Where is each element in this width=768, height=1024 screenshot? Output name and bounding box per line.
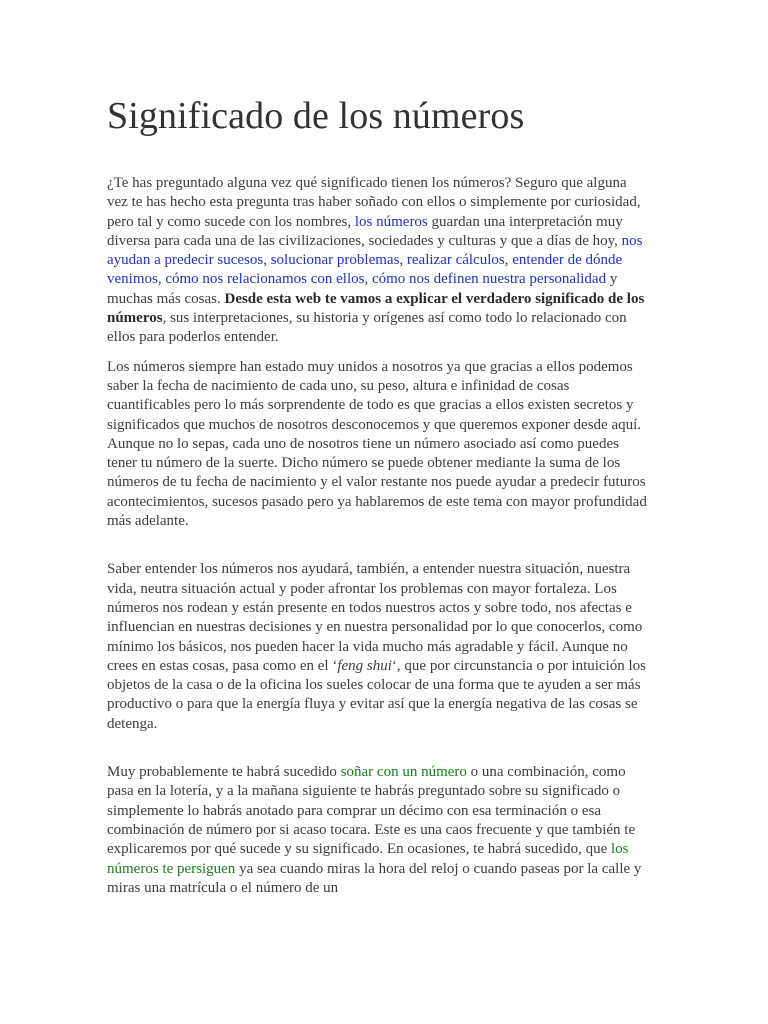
link-los-numeros[interactable]: los números bbox=[354, 213, 428, 230]
text-segment: , bbox=[157, 271, 166, 288]
text-segment: ¿Te has preguntado alguna vez qué significado tienen los números? Seguro que alguna vez te has hecho esta pregunta tras haber soñado con ellos o simplemente por curiosidad, pero tal y como sucede con los nombres, bbox=[107, 175, 641, 230]
link-numeros-te-persiguen[interactable]: los números te persiguen bbox=[107, 841, 629, 877]
text-segment: , sus interpretaciones, su historia y orígenes así como todo lo relacionado con ellos para poderlos entender. bbox=[107, 310, 627, 346]
text-segment: , bbox=[364, 271, 372, 288]
text-segment: ya sea cuando miras la hora del reloj o cuando paseas por la calle y miras una matrícula o el número de un bbox=[107, 860, 642, 896]
link-predecir-sucesos[interactable]: nos ayudan a predecir sucesos bbox=[107, 232, 643, 269]
text-segment: , bbox=[263, 252, 271, 269]
link-de-donde-venimos[interactable]: entender de dónde venimos bbox=[107, 252, 623, 288]
link-sonar-con-un-numero[interactable]: soñar con un número bbox=[340, 764, 467, 781]
text-segment: ‘, que por circunstancia o por intuición los objetos de la casa o de la oficina los sueles colocar de una forma que te ayuden a ser más productivo o para que la energía fluya y evitar así que la energía negativa de las cosas se detenga. bbox=[107, 657, 647, 732]
link-como-nos-relacionamos[interactable]: cómo nos relacionamos con ellos bbox=[165, 271, 365, 288]
text-segment: Saber entender los números nos ayudará, también, a entender nuestra situación, nuestra vida, neutra situación actual y poder afrontar los problemas con mayor fortaleza. Los números nos rodean y están presente en todos nuestros actos y sobre todo, nos afectas e influencian en nuestras decisiones y en nuestra personalidad por lo que conocerlos, como mínimo los básicos, nos pueden hacer la vida mucho más agradable y fácil. Aunque no crees en estas cosas, pasa como en el ‘ bbox=[107, 561, 643, 674]
paragraph-union: Los números siempre han estado muy unidos a nosotros ya que gracias a ellos podemos saber la fecha de nacimiento de cada uno, su peso, altura e infinidad de cosas cuantificables pero lo más sorprendente de todo es que gracias a ellos existen secretos y significados que muchos de nosotros desconocemos y que queremos exponer desde aquí. Aunque no lo sepas, cada uno de nosotros tiene un número asociado así como puedes tener tu número de la suerte. Dicho número se puede obtener mediante la suma de los números de tu fecha de nacimiento y el valor restante nos puede ayudar a predecir futuros acontecimientos, sucesos pasado pero ya hablaremos de este tema con mayor profundidad más adelante. bbox=[107, 358, 647, 530]
text-segment: guardan una interpretación muy diversa para cada una de las civilizaciones, sociedades y culturas y que a días de hoy, bbox=[107, 213, 623, 249]
paragraph-entender bbox=[107, 560, 647, 734]
paragraph-intro bbox=[107, 174, 647, 348]
bold-statement: Desde esta web te vamos a explicar el verdadero significado de los números bbox=[107, 290, 645, 327]
link-nuestra-personalidad[interactable]: cómo nos definen nuestra personalidad bbox=[371, 271, 607, 288]
italic-feng-shui: feng shui bbox=[337, 657, 392, 674]
page-title: Significado de los números bbox=[107, 95, 525, 137]
article bbox=[107, 96, 647, 898]
text-segment: Muy probablemente te habrá sucedido bbox=[107, 764, 341, 781]
link-solucionar-problemas[interactable]: solucionar problemas bbox=[270, 252, 400, 269]
text-segment: , bbox=[399, 252, 407, 269]
text-segment: , bbox=[504, 252, 513, 269]
text-segment: o una combinación, como pasa en la lotería, y a la mañana siguiente te habrás preguntado sobre su significado o simplemente lo habrás anotado para comprar un décimo con esa terminación o esa combinación de número por si acaso tocara. Este es una caos frecuente y que también te explicaremos por qué sucede y su significado. En ocasiones, te habrá sucedido, que bbox=[107, 764, 636, 858]
text-segment: y muchas más cosas. bbox=[107, 271, 618, 307]
paragraph-sonar bbox=[107, 763, 647, 898]
link-realizar-calculos[interactable]: realizar cálculos bbox=[406, 252, 505, 269]
